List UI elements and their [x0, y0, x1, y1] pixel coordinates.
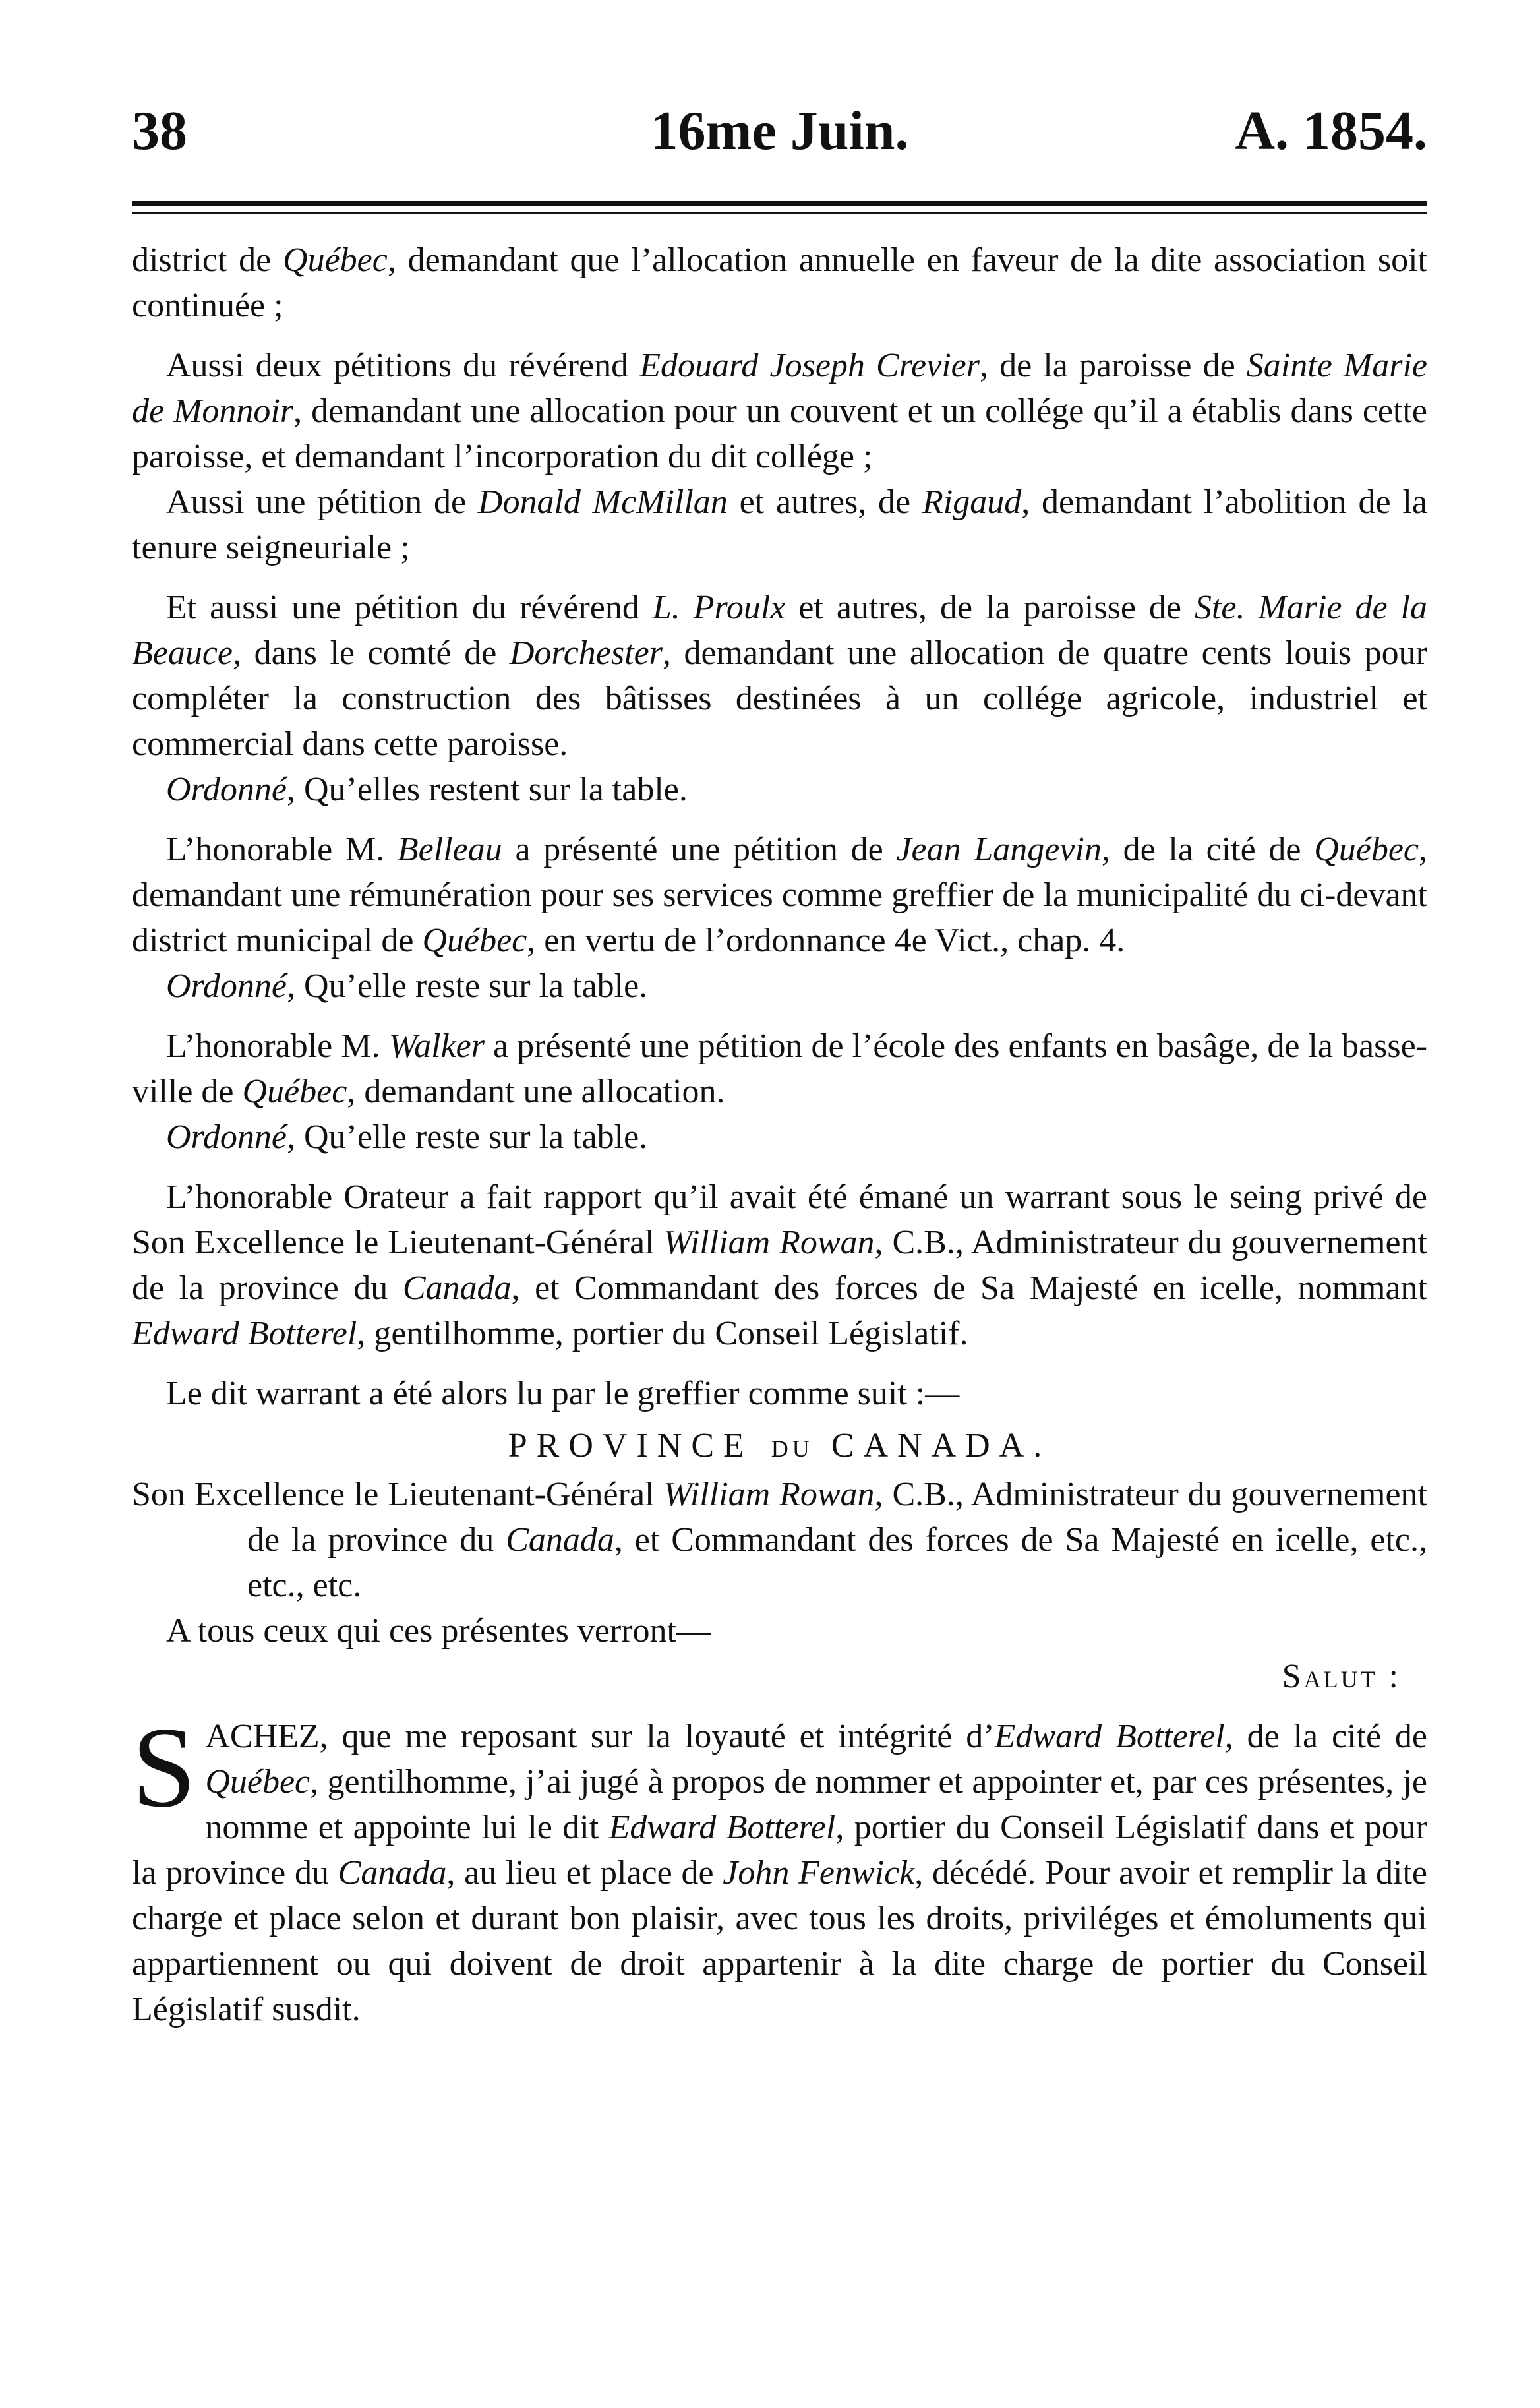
text-run: L’honorable Orateur a fait rapport qu’il avait été émané un warrant sous le seing privé de Son Excellence le Lieutenant-Général [132, 1178, 1427, 1261]
paragraph [132, 585, 1427, 767]
text-run: , Qu’elle reste sur la table. [286, 967, 648, 1005]
text-run: A tous ceux qui ces présentes verront— [166, 1612, 711, 1650]
italic-text: Edward Botterel [132, 1315, 357, 1352]
italic-text: Dorchester [509, 634, 663, 672]
italic-text: Québec [283, 241, 388, 279]
italic-text: Edouard Joseph Crevier [639, 347, 980, 384]
paragraph [132, 1654, 1427, 1699]
italic-text: Edward Botterel [994, 1718, 1225, 1755]
text-run: Aussi une pétition de [166, 483, 478, 521]
drop-cap: S [132, 1703, 196, 1831]
italic-text: Edward Botterel [608, 1809, 836, 1846]
paragraph [132, 963, 1427, 1009]
paragraph [132, 343, 1427, 479]
text-run: et autres, de la paroisse de [785, 589, 1195, 626]
paragraph [132, 1371, 1427, 1416]
paragraph [132, 1423, 1427, 1472]
italic-text: Canada [338, 1854, 447, 1892]
italic-text: Sainte Marie de Monnoir [132, 347, 1427, 430]
body-text [132, 237, 1427, 2032]
text-run: , demandant une allocation. [347, 1073, 725, 1110]
italic-text: Belleau [397, 831, 502, 868]
italic-text: Donald McMillan [477, 483, 728, 521]
paragraph [132, 1174, 1427, 1356]
text-run: , et Commandant des forces de Sa Majesté en icelle, nommant [511, 1269, 1427, 1307]
italic-text: Canada [402, 1269, 512, 1307]
italic-text: Canada [506, 1521, 614, 1559]
page-year: A. 1854. [1235, 100, 1427, 162]
text-run: , de la cité de [1101, 831, 1315, 868]
paragraph [132, 1023, 1427, 1114]
text-run: ACHEZ, que me reposant sur la loyauté et intégrité d’ [205, 1718, 995, 1755]
italic-text: John Fenwick [723, 1854, 915, 1892]
text-run: Le dit warrant a été alors lu par le greffier comme suit :— [166, 1375, 960, 1412]
italic-text: Québec [422, 922, 527, 959]
text-run: L’honorable M. [166, 831, 398, 868]
text-run: Aussi deux pétitions du révérend [166, 347, 640, 384]
paragraph [132, 767, 1427, 812]
text-run: , Qu’elles restent sur la table. [286, 771, 688, 808]
italic-text: Jean Langevin [896, 831, 1102, 868]
italic-text: L. Proulx [652, 589, 786, 626]
italic-text: William Rowan [663, 1476, 875, 1513]
paragraph [132, 1703, 1428, 2032]
small-text: DU [771, 1435, 814, 1462]
paragraph [132, 827, 1427, 963]
italic-text: Québec [242, 1073, 347, 1110]
text-run: a présenté une pétition de [502, 831, 897, 868]
page-number: 38 [132, 100, 187, 162]
italic-text: Ordonné [166, 967, 287, 1005]
text-run: , Qu’elle reste sur la table. [286, 1118, 648, 1156]
paragraph [132, 1114, 1427, 1160]
text-run: district de [132, 241, 283, 279]
text-run: , au lieu et place de [446, 1854, 723, 1892]
paragraph [132, 237, 1427, 328]
italic-text: Walker [388, 1027, 485, 1065]
italic-text: Ordonné [166, 771, 287, 808]
italic-text: William Rowan [663, 1224, 875, 1261]
paragraph [132, 1608, 1427, 1654]
text-run: , décédé. Pour avoir et remplir la dite charge et place selon et durant bon plaisir, avec tous les droits, priviléges et émoluments qui appartiennent ou qui doivent de droit appartenir à la dite charge de portier du Conseil Législatif susdit. [132, 1854, 1428, 2028]
text-run: , de la cité de [1224, 1718, 1427, 1755]
header-rule-thick [132, 201, 1427, 206]
paragraph [132, 479, 1427, 570]
header-rule-thin [132, 212, 1427, 214]
text-run: Et aussi une pétition du révérend [166, 589, 653, 626]
italic-text: Québec [1314, 831, 1419, 868]
text-run: et autres, de [727, 483, 922, 521]
text-run: , de la paroisse de [979, 347, 1247, 384]
text-run: , demandant une allocation de quatre cents louis pour compléter la construction des bâtisses destinées à un collége agricole, industriel et commercial dans cette paroisse. [132, 634, 1427, 763]
text-run: PROVINCE [508, 1427, 771, 1464]
italic-text: Rigaud [922, 483, 1022, 521]
text-run: , C.B., Administrateur du gouvernement de la province du [247, 1476, 1427, 1559]
text-run: , demandant une allocation pour un couvent et un collége qu’il a établis dans cette paroisse, et demandant l’incorporation du dit collége ; [132, 392, 1427, 475]
text-run: , demandant que l’allocation annuelle en faveur de la dite association soit continuée ; [132, 241, 1427, 324]
paragraph [132, 1472, 1427, 1608]
text-run: , portier du Conseil Législatif dans et pour la province du [132, 1809, 1428, 1892]
text-run: Salut : [1282, 1658, 1401, 1695]
text-run: , C.B., Administrateur du gouvernement de la province du [132, 1224, 1427, 1307]
running-header [132, 99, 1427, 171]
text-run: , demandant l’abolition de la tenure seigneuriale ; [132, 483, 1427, 566]
text-run: , gentilhomme, portier du Conseil Législatif. [357, 1315, 968, 1352]
page-date: 16me Juin. [650, 100, 909, 162]
text-run: , demandant une rémunération pour ses services comme greffier de la municipalité du ci-devant district municipal de [132, 831, 1428, 959]
italic-text: Ste. Marie de la Beauce [132, 589, 1427, 672]
text-run: , gentilhomme, j’ai jugé à propos de nommer et appointer et, par ces présentes, je nomme et appointe lui le dit [205, 1763, 1427, 1846]
text-run: L’honorable M. [166, 1027, 389, 1065]
text-run: a présenté une pétition de l’école des enfants en basâge, de la basse-ville de [132, 1027, 1428, 1110]
text-run: CANADA. [813, 1427, 1051, 1464]
italic-text: Ordonné [166, 1118, 287, 1156]
text-run: Son Excellence le Lieutenant-Général [132, 1476, 664, 1513]
text-run: , dans le comté de [233, 634, 510, 672]
italic-text: Québec [205, 1763, 311, 1801]
text-run: , en vertu de l’ordonnance 4e Vict., chap. 4. [527, 922, 1125, 959]
text-run: , et Commandant des forces de Sa Majesté en icelle, etc., etc., etc. [247, 1521, 1428, 1604]
